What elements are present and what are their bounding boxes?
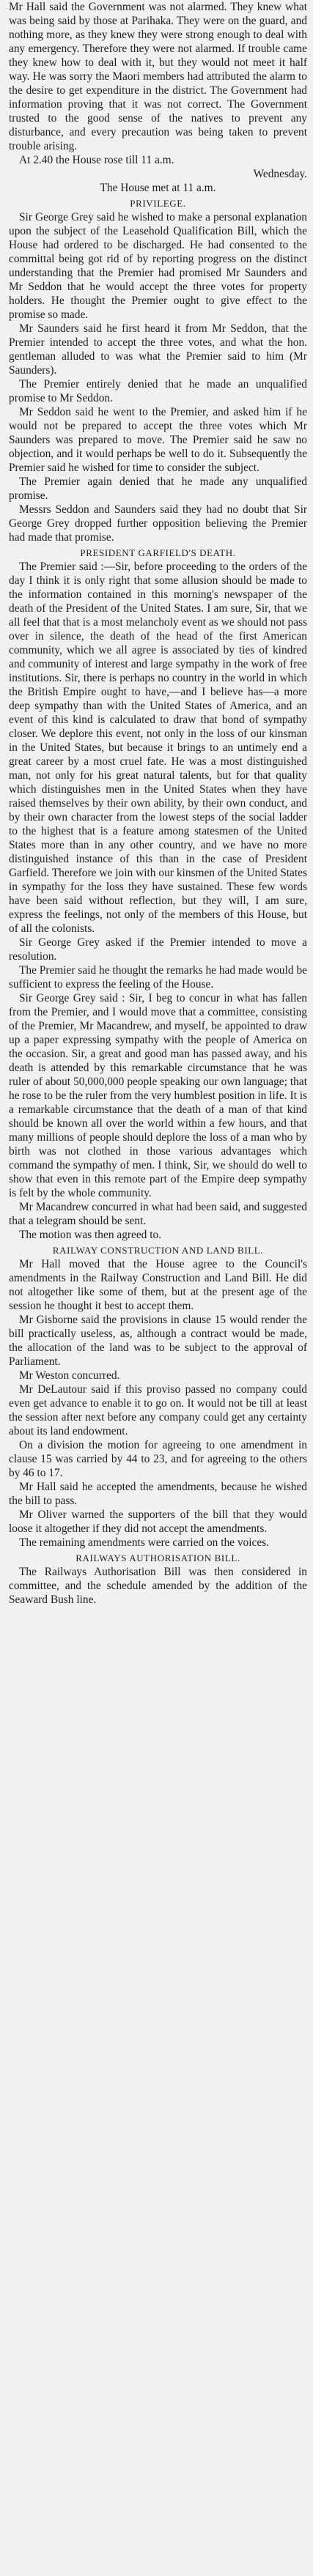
article-paragraph: Sir George Grey said he wished to make a personal explanation upon the subject of the Leasehold Qualification Bill, which the House had ordered to be discharged. He had consented to the committal being got rid of by reporting progress on the distinct understanding that the Premier had promised Mr Saunders and Mr Seddon that he would accept the three votes for property holders. He thought the Premier ought to give effect to the promise so made. [9, 211, 307, 321]
article-paragraph: The motion was then agreed to. [19, 1229, 162, 1241]
article-paragraph: Mr Saunders said he first heard it from Mr Seddon, that the Premier intended to accept the three votes, and what the hon. gentleman alluded to was what the Premier said to him (Mr Saunders). [9, 322, 307, 377]
section-heading: PRIVILEGE. [130, 198, 186, 209]
article-paragraph: The Premier entirely denied that he made an unqualified promise to Mr Seddon. [9, 378, 307, 404]
article-paragraph: The Premier said he thought the remarks he had made would be sufficient to express the feeling of the House. [9, 964, 307, 991]
article-paragraph: The Premier again denied that he made any unqualified promise. [9, 475, 307, 502]
section-heading: PRESIDENT GARFIELD'S DEATH. [80, 547, 236, 558]
article-paragraph: The Premier said :—Sir, before proceeding to the orders of the day I think it is only right that some allusion should be made to the information contained in this morning's newspaper of the death of the President of the United States. I am sure, Sir, that we all feel that that is a most melancholy event as we should not pass over in silence, the death of the head of the first American community, which we all agree is associated by ties of kindred and community of interest and large sympathy in the work of free institutions. Sir, there is perhaps no country in the world in which the British Empire ought to have,—and I believe has—a more deep sympathy than with the United States of America, and an event of this kind is calculated to draw that bond of sympathy closer. We deplore this event, not only in the loss of our kinsman in the United States, but because it brings to an untimely end a great career by a most cruel fate. He was a most distinguished man, not only for his great natural talents, but for that quality which distinguishes men in the United States when they have raised themselves by their own ability, by their own conduct, and by their own character from the lowest steps of the social ladder to the highest that is a feature among statesmen of the United States more than in any other country, and we have no more distinguished instance of this than in the case of President Garfield. Therefore we join with our kinsmen of the United States in sympathy for the loss they have sustained. These few words have been said without reflection, but they will, I am sure, express the feelings, not only of the members of this House, but of all the colonists. [9, 560, 307, 935]
article-paragraph: Mr Hall said the Government was not alarmed. They knew what was being said by those at Parihaka. They were on the guard, and nothing more, as they knew they were strong enough to deal with any emergency. Therefore they were not alarmed. If trouble came they knew how to deal with it, but they would not meet it half way. He was sorry the Maori members had attributed the alarm to the desire to get expenditure in the district. The Government had information proving that it was not correct. The Government trusted to the good sense of the natives to prevent any disturbance, and every precaution was being taken to prevent trouble arising. [9, 1, 307, 152]
article-paragraph: The House met at 11 a.m. [100, 182, 216, 194]
section-heading: RAILWAYS AUTHORISATION BILL. [76, 1552, 240, 1563]
article-paragraph: Sir George Grey asked if the Premier intended to move a resolution. [9, 936, 307, 963]
article-paragraph: Mr Macandrew concurred in what had been said, and suggested that a telegram should be sent. [9, 1201, 307, 1227]
article-paragraph: Mr Oliver warned the supporters of the bill that they would loose it altogether if they did not accept the amendments. [9, 1509, 307, 1535]
article-paragraph: On a division the motion for agreeing to one amendment in clause 15 was carried by 44 to 23, and for agreeing to the others by 46 to 17. [9, 1439, 307, 1479]
section-heading: RAILWAY CONSTRUCTION AND LAND BILL. [52, 1245, 264, 1256]
article-paragraph: Wednesday. [253, 168, 307, 180]
article-paragraph: The remaining amendments were carried on the voices. [19, 1536, 270, 1549]
article-paragraph: Mr Hall moved that the House agree to the Council's amendments in the Railway Construction and Land Bill. He did not altogether like some of them, but at the present age of the session he thought it best to accept them. [9, 1258, 307, 1312]
article-paragraph: Mr Seddon said he went to the Premier, and asked him if he would not be prepared to accept the three votes which Mr Saunders was prepared to move. The Premier said he saw no objection, and it would perhaps be well to do it. Subsequently the Premier said he wished for time to consider the subject. [9, 406, 307, 474]
article-paragraph: Mr DeLautour said if this proviso passed no company could even get advance to enable it to go on. It would not be till at least the session after next before any company could get any certainty about its land endowment. [9, 1383, 307, 1437]
article-paragraph: The Railways Authorisation Bill was then considered in committee, and the schedule amended by the addition of the Seaward Bush line. [9, 1566, 307, 1606]
article-paragraph: Sir George Grey said : Sir, I beg to concur in what has fallen from the Premier, and I would move that a committee, consisting of the Premier, Mr Macandrew, and myself, be appointed to draw up a paper expressing sympathy with the people of America on the occasion. Sir, a great and good man has passed away, and his death is attended by this remarkable circumstance that he was ruler of about 50,000,000 people speaking our own language; that he rose to be the ruler from the very humblest position in life. It is a remarkable circumstance that the death of a man of that kind should be known all over the world within a few hours, and that many millions of people should deplore the loss of a man who by birth was not clothed in those various advantages which command the sympathy of men. I think, Sir, we should do well to show that even in this remote part of the Empire deep sympathy is felt by the whole community. [9, 992, 307, 1199]
article-paragraph: Mr Hall said he accepted the amendments, because he wished the bill to pass. [9, 1481, 307, 1507]
article-paragraph: Messrs Seddon and Saunders said they had no doubt that Sir George Grey dropped further opposition believing the Premier had made that promise. [9, 503, 307, 544]
article-paragraph: Mr Weston concurred. [19, 1369, 120, 1382]
article-paragraph: Mr Gisborne said the provisions in clause 15 would render the bill practically useless, as, although a contract would be made, the allocation of the land was to be subject to the approval of Parliament. [9, 1314, 307, 1368]
article-paragraph: At 2.40 the House rose till 11 a.m. [19, 154, 174, 166]
